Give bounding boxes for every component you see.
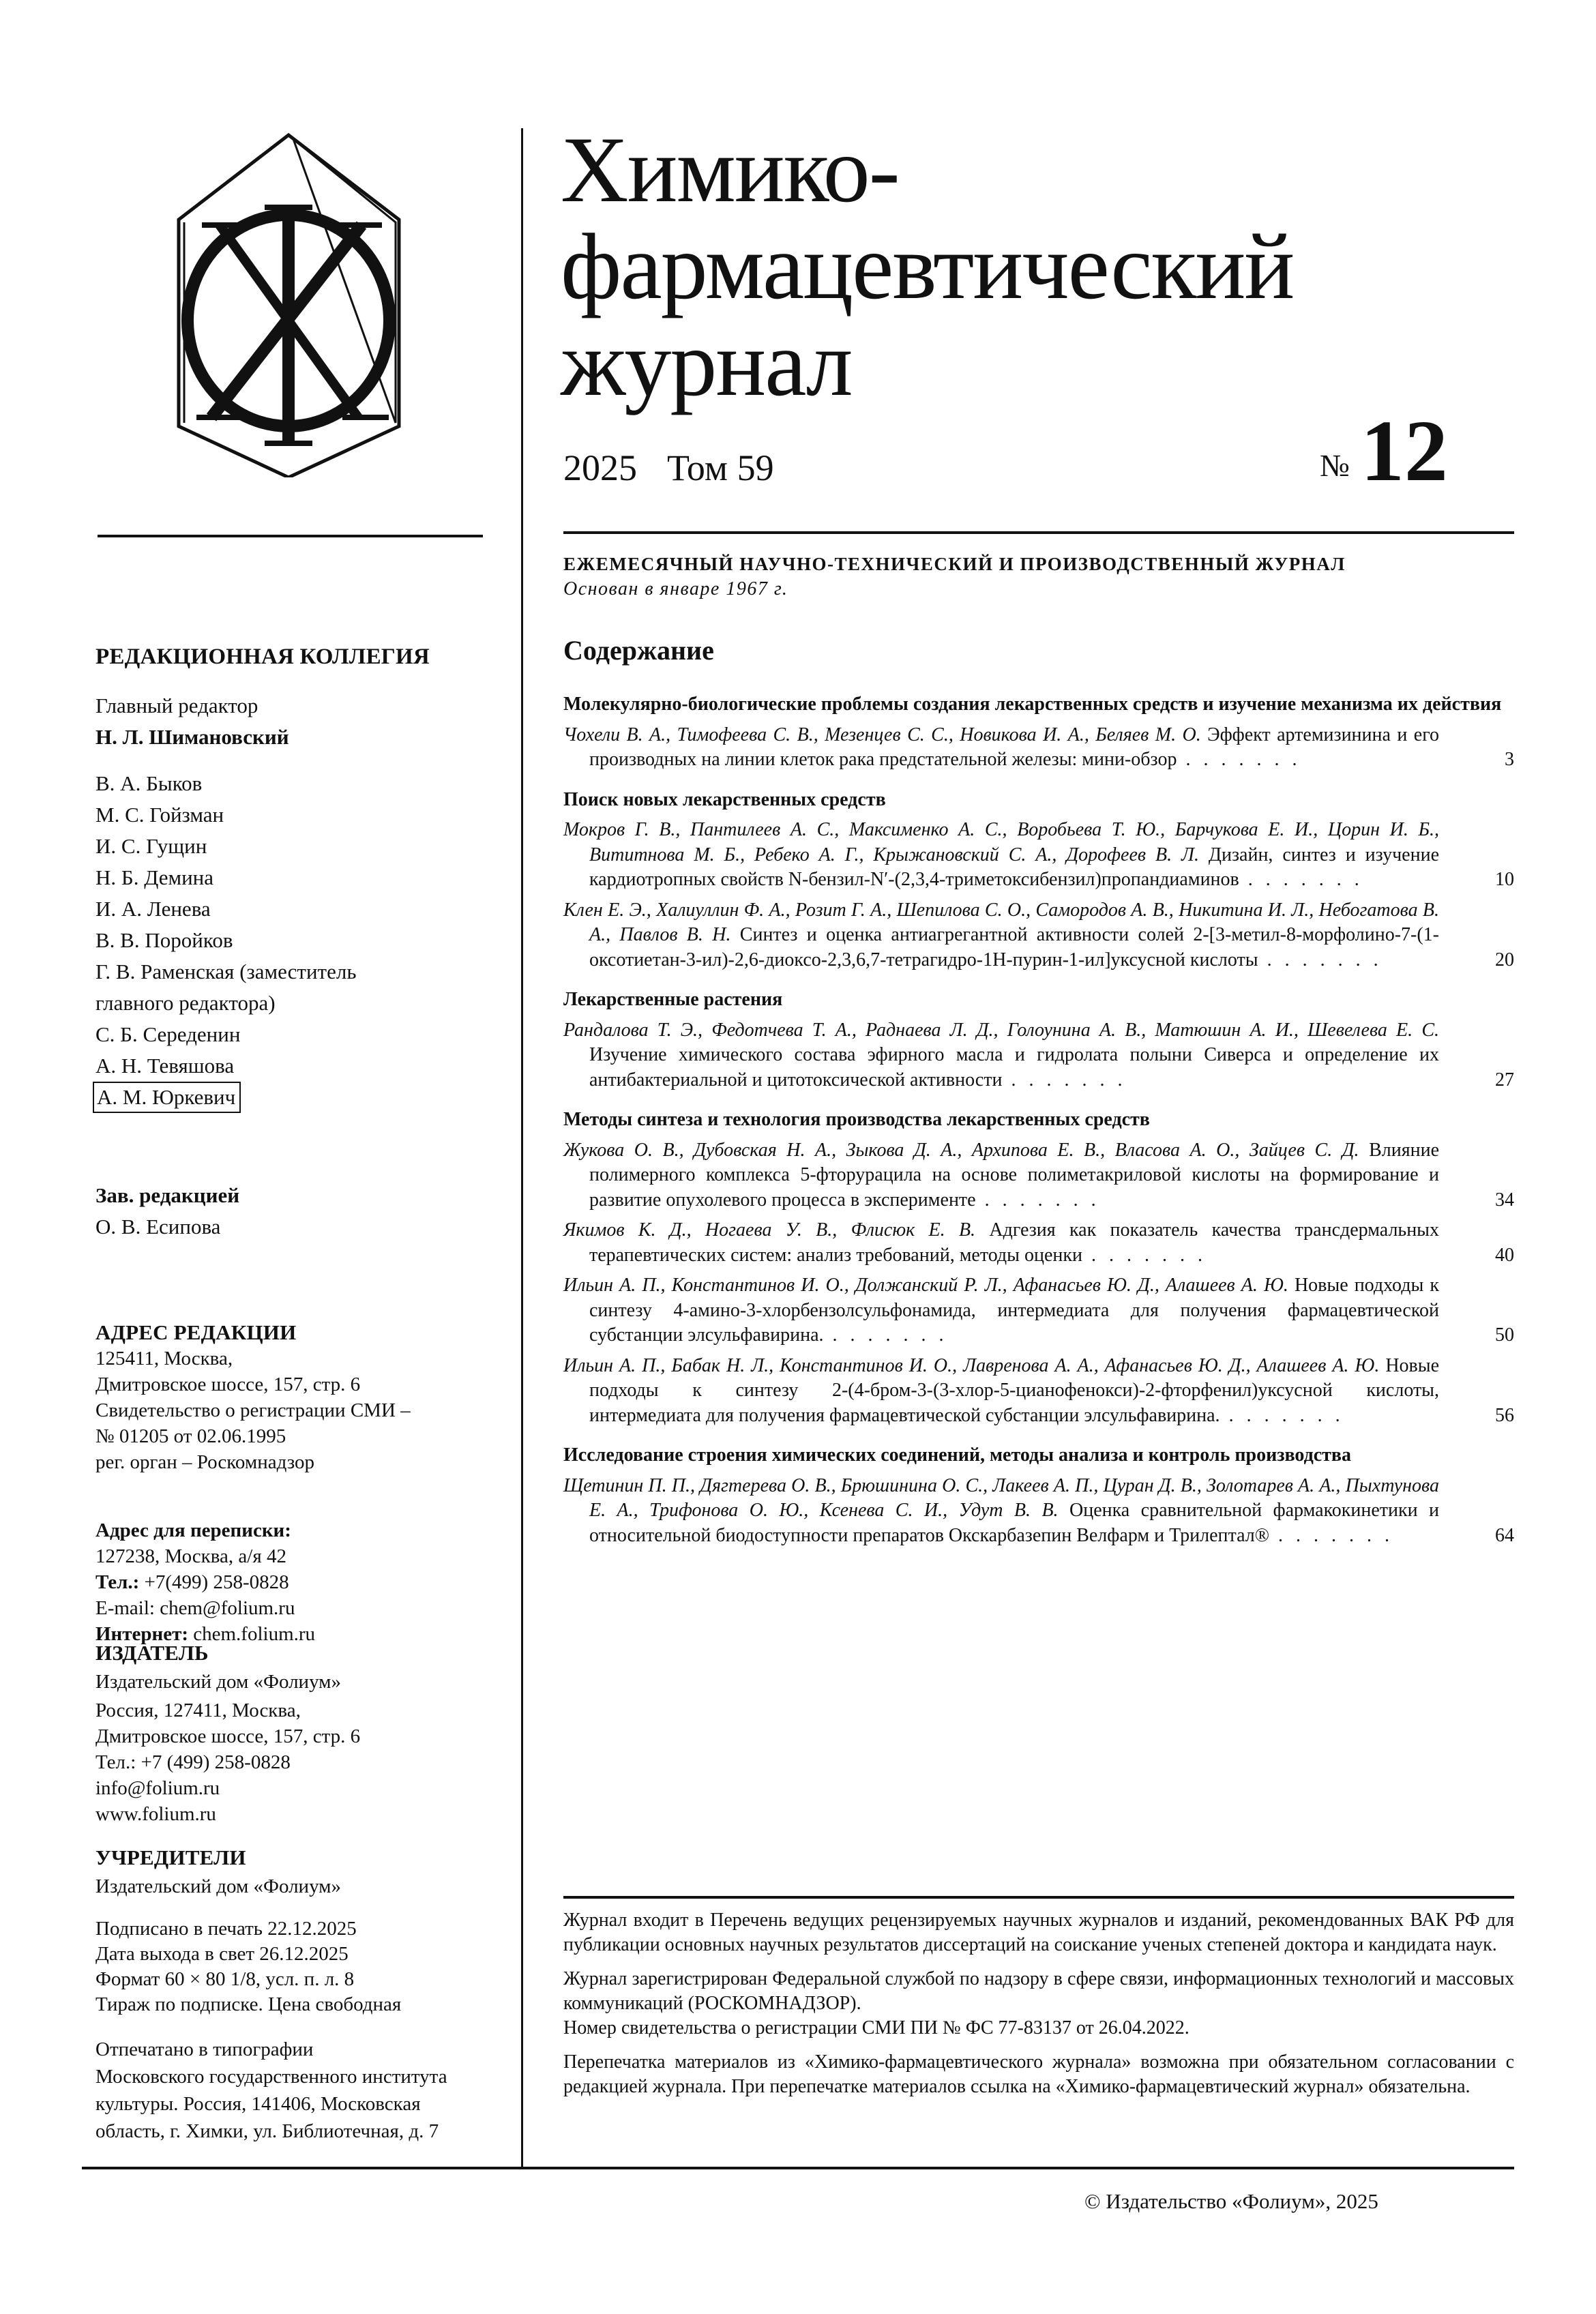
toc-section-heading: Лекарственные растения (563, 989, 783, 1010)
circulation-info: Тираж по подписке. Цена свободная (95, 1993, 402, 2015)
column-divider (521, 128, 523, 2167)
managing-editor-label: Зав. редакцией (95, 1183, 240, 1207)
kf-monogram-hexagon-logo (164, 123, 409, 477)
journal-title (561, 117, 1294, 415)
printer-line: культуры. Россия, 141406, Московская (95, 2093, 421, 2115)
board-member: И. А. Ленева (95, 897, 211, 921)
toc-entry[interactable] (563, 723, 1514, 773)
journal-notes (563, 1908, 1514, 2106)
toc-entry[interactable] (563, 1354, 1514, 1429)
editorial-board (95, 641, 505, 1113)
toc-entry-title: Новые подходы к синтезу 2-(4-бром-3-(3-хлор-5-цианофенокси)-2-фторфенил)уксусной кислоты, интермедиата для получения фармацевтической субстанции элсульфавирина. (589, 1354, 1439, 1426)
year: 2025 (563, 447, 637, 488)
printer-line: Отпечатано в типографии (95, 2038, 314, 2060)
board-member: Г. В. Раменская (заместитель (95, 960, 357, 983)
toc-entry-title: Дизайн, синтез и изучение кардиотропных свойств N-бензил-N′-(2,3,4-триметоксибензил)пропандиаминов (589, 844, 1440, 890)
board-member: В. В. Поройков (95, 928, 233, 952)
toc-entry[interactable] (563, 1138, 1514, 1213)
toc-spacer (563, 778, 1514, 788)
publisher-line: Дмитровское шоссе, 157, стр. 6 (95, 1725, 361, 1747)
title-line: Химико- (561, 117, 899, 222)
board-member: Н. Б. Демина (95, 865, 214, 889)
founded-note: Основан в январе 1967 г. (563, 578, 788, 599)
toc-entry-page: 56 (1495, 1404, 1514, 1426)
founders-header: УЧРЕДИТЕЛИ (95, 1845, 246, 1869)
volume: Том 59 (667, 447, 774, 488)
certificate-note: Номер свидетельства о регистрации СМИ ПИ № ФС 77-83137 от 26.04.2022. (563, 2017, 1189, 2038)
internet-link[interactable]: chem.folium.ru (188, 1623, 316, 1645)
imprint-block (95, 1916, 505, 2017)
managing-editor-name: О. В. Есипова (95, 1215, 221, 1238)
board-member-highlighted: А. М. Юркевич (93, 1082, 241, 1113)
toc-entry-authors: Рандалова Т. Э., Федотчева Т. А., Раднаева Л. Д., Голоунина А. В., Матюшин А. И., Шевелева Е. С. (563, 1019, 1439, 1041)
toc-entry-page: 3 (1505, 749, 1514, 770)
phone-value: +7(499) 258-0828 (139, 1571, 289, 1593)
address-line: Дмитровское шоссе, 157, стр. 6 (95, 1374, 361, 1395)
dot-leader: . . . . . . . (1258, 949, 1383, 970)
toc-entry-authors: Чохели В. А., Тимофеева С. В., Мезенцев С. С., Новикова И. А., Беляев М. О. (563, 724, 1201, 745)
publisher-line: Тел.: +7 (499) 258-0828 (95, 1751, 291, 1773)
reprint-note: Перепечатка материалов из «Химико-фармацевтического журнала» возможна при обязательном согласовании с редакцией журнала. При перепечатке материалов ссылка на «Химико-фармацевтический журнал» обязательна. (563, 2051, 1514, 2097)
publisher-email-link[interactable]: info@folium.ru (95, 1777, 220, 1799)
printer-line: область, г. Химки, ул. Библиотечная, д. 7 (95, 2120, 439, 2142)
correspondence-header: Адрес для переписки: (95, 1519, 291, 1541)
founders-block (95, 1845, 505, 1899)
address-line: 125411, Москва, (95, 1348, 233, 1369)
journal-tagline: ЕЖЕМЕСЯЧНЫЙ НАУЧНО-ТЕХНИЧЕСКИЙ И ПРОИЗВОДСТВЕННЫЙ ЖУРНАЛ (563, 554, 1346, 574)
toc-entry-title: Адгезия как показатель качества трансдермальных терапевтических систем: анализ требований, методы оценки (589, 1219, 1439, 1266)
board-member: главного редактора) (95, 991, 276, 1015)
toc-entry-page: 64 (1495, 1524, 1514, 1546)
release-date: Дата выхода в свет 26.12.2025 (95, 1943, 349, 1965)
dot-leader: . . . . . . . (1082, 1244, 1207, 1266)
publisher-header: ИЗДАТЕЛЬ (95, 1641, 209, 1665)
toc-section-heading: Молекулярно-биологические проблемы создания лекарственных средств и изучение механизма их действия (563, 694, 1502, 715)
toc-entry-title: Влияние полимерного комплекса 5-фторурацила на основе полиметакриловой кислоты на формирование и развитие опухолевого процесса в эксперименте (589, 1139, 1440, 1211)
board-member: В. А. Быков (95, 771, 203, 795)
toc-entry-title: Эффект артемизинина и его производных на линии клеток рака предстательной железы: мини-обзор (589, 724, 1439, 770)
publisher-website-link[interactable]: www.folium.ru (95, 1803, 216, 1825)
address-header: АДРЕС РЕДАКЦИИ (95, 1320, 297, 1344)
phone-label: Тел.: (95, 1571, 140, 1593)
header-divider (563, 531, 1514, 534)
copyright: © Издательство «Фолиум», 2025 (1084, 2189, 1378, 2213)
editorial-board-header: РЕДАКЦИОННАЯ КОЛЛЕГИЯ (95, 644, 430, 669)
year-volume (563, 447, 774, 489)
signed-date: Подписано в печать 22.12.2025 (95, 1918, 357, 1940)
toc-entry-title: Изучение химического состава эфирного масла и гидролата полыни Сиверса и определение их антибактериальной и цитотоксической активности (589, 1044, 1439, 1091)
toc-spacer (563, 1434, 1514, 1443)
toc-entry-authors: Клен Е. Э., Халиуллин Ф. А., Розит Г. А., Шепилова С. О., Самородов А. В., Никитина И. Л., Небогатова В. А., Павлов В. Н. (563, 899, 1439, 945)
toc-title: Содержание (563, 635, 714, 666)
title-line: фармацевтический (561, 214, 1294, 318)
dot-leader: . . . . . . . (1220, 1404, 1344, 1426)
correspondence-address (95, 1517, 505, 1647)
toc-entry[interactable] (563, 898, 1514, 973)
editorial-address (95, 1320, 505, 1475)
toc-entry-page: 20 (1495, 949, 1514, 970)
title-line: журнал (561, 311, 852, 415)
registration-note: Журнал зарегистрирован Федеральной службой по надзору в сфере связи, информационных технологий и массовых коммуникаций (РОСКОМНАДЗОР). (563, 1968, 1514, 2014)
address-line: № 01205 от 02.06.1995 (95, 1425, 286, 1447)
notes-divider (563, 1896, 1514, 1899)
dot-leader: . . . . . . . (1239, 869, 1363, 890)
publisher-name: Издательский дом «Фолиум» (95, 1671, 342, 1693)
email-link[interactable]: E-mail: chem@folium.ru (95, 1597, 295, 1619)
toc-entry[interactable] (563, 1273, 1514, 1348)
publisher-line: Россия, 127411, Москва, (95, 1700, 301, 1721)
board-member: А. Н. Тевяшова (95, 1054, 235, 1078)
publisher-block (95, 1640, 505, 1827)
toc-entry-authors: Мокров Г. В., Пантилеев А. С., Максименко А. С., Воробьева Т. Ю., Барчукова Е. И., Цорин И. Б., Вититнова М. Б., Ребеко А. Г., Крыжановский С. А., Дорофеев В. Л. (563, 819, 1439, 865)
chief-editor-name: Н. Л. Шимановский (95, 725, 289, 749)
toc-section-heading: Исследование строения химических соединений, методы анализа и контроль производства (563, 1444, 1352, 1466)
printer-line: Московского государственного института (95, 2066, 447, 2088)
dot-leader: . . . . . . . (1269, 1524, 1394, 1546)
toc-entry-page: 10 (1495, 869, 1514, 890)
issue-number (1320, 401, 1448, 501)
address-line: рег. орган – Роскомнадзор (95, 1451, 314, 1473)
footer-divider (82, 2167, 1514, 2169)
toc-spacer (563, 1098, 1514, 1108)
issue-prefix: № (1320, 448, 1350, 483)
chief-editor-label: Главный редактор (95, 694, 258, 717)
board-member: М. С. Гойзман (95, 803, 224, 827)
toc-entry-title: Новые подходы к синтезу 4-амино-3-хлорбензолсульфонамида, интермедиата для получения фармацевтической субстанции элсульфавирина. (589, 1275, 1439, 1346)
toc-spacer (563, 978, 1514, 988)
format-info: Формат 60 × 80 1/8, усл. п. л. 8 (95, 1968, 355, 1990)
toc-entry-page: 40 (1495, 1244, 1514, 1266)
toc-entry[interactable] (563, 1218, 1514, 1268)
toc-section-heading: Поиск новых лекарственных средств (563, 788, 886, 810)
toc-entry-page: 34 (1495, 1189, 1514, 1211)
toc-section-heading: Методы синтеза и технология производства лекарственных средств (563, 1109, 1150, 1130)
dot-leader: . . . . . . . (1177, 749, 1301, 770)
toc-entry-authors: Якимов К. Д., Ногаева У. В., Флисюк Е. В. (563, 1219, 976, 1241)
board-member: И. С. Гущин (95, 834, 207, 858)
issue-value: 12 (1360, 402, 1448, 499)
table-of-contents (563, 692, 1514, 1563)
toc-entry-title: Оценка сравнительной фармакокинетики и относительной биодоступности препаратов Окскарбазепин Велфарм и Трилептал® (589, 1500, 1439, 1546)
left-divider (98, 535, 483, 537)
managing-editor (95, 1180, 505, 1243)
printer-block (95, 2036, 505, 2145)
toc-entry[interactable] (563, 1474, 1514, 1549)
toc-entry-page: 50 (1495, 1324, 1514, 1346)
correspondence-line: 127238, Москва, а/я 42 (95, 1545, 286, 1567)
toc-entry-title: Синтез и оценка антиагрегантной активности солей 2-[3-метил-8-морфолино-7-(1-оксотиетан-3-ил)-2,6-диоксо-2,3,6,7-тетрагидро-1H-пурин-1-ил]уксусной кислоты (589, 924, 1440, 970)
toc-entry-authors: Ильин А. П., Бабак Н. Л., Константинов И. О., Лавренова А. А., Афанасьев Ю. Д., Алашеев А. Ю. (563, 1354, 1380, 1376)
toc-entry-authors: Ильин А. П., Константинов И. О., Должанский Р. Л., Афанасьев Ю. Д., Алашеев А. Ю. (563, 1275, 1288, 1296)
board-member: С. Б. Середенин (95, 1022, 241, 1046)
dot-leader: . . . . . . . (1002, 1069, 1127, 1091)
founders-name: Издательский дом «Фолиум» (95, 1875, 342, 1897)
toc-entry-authors: Щетинин П. П., Дягтерева О. В., Брюшинина О. С., Лакеев А. П., Цуран Д. В., Золотарев А. А., Пыхтунова Е. А., Трифонова О. Ю., Ксенева С. И., Удут В. В. (563, 1474, 1439, 1521)
toc-entry[interactable] (563, 818, 1514, 893)
toc-entry[interactable] (563, 1018, 1514, 1093)
vak-note: Журнал входит в Перечень ведущих рецензируемых научных журналов и изданий, рекомендованных ВАК РФ для публикации основных научных результатов диссертаций на соискание ученых степеней доктора и кандидата наук. (563, 1910, 1514, 1955)
address-line: Свидетельство о регистрации СМИ – (95, 1399, 411, 1421)
toc-spacer (563, 1554, 1514, 1563)
toc-entry-authors: Жукова О. В., Дубовская Н. А., Зыкова Д. А., Архипова Е. В., Власова А. О., Зайцев С. Д. (563, 1139, 1359, 1161)
dot-leader: . . . . . . . (975, 1189, 1100, 1211)
phone-line (95, 1569, 505, 1595)
dot-leader: . . . . . . . (823, 1324, 948, 1346)
toc-entry-page: 27 (1495, 1069, 1514, 1091)
internet-label: Интернет: (95, 1623, 188, 1645)
